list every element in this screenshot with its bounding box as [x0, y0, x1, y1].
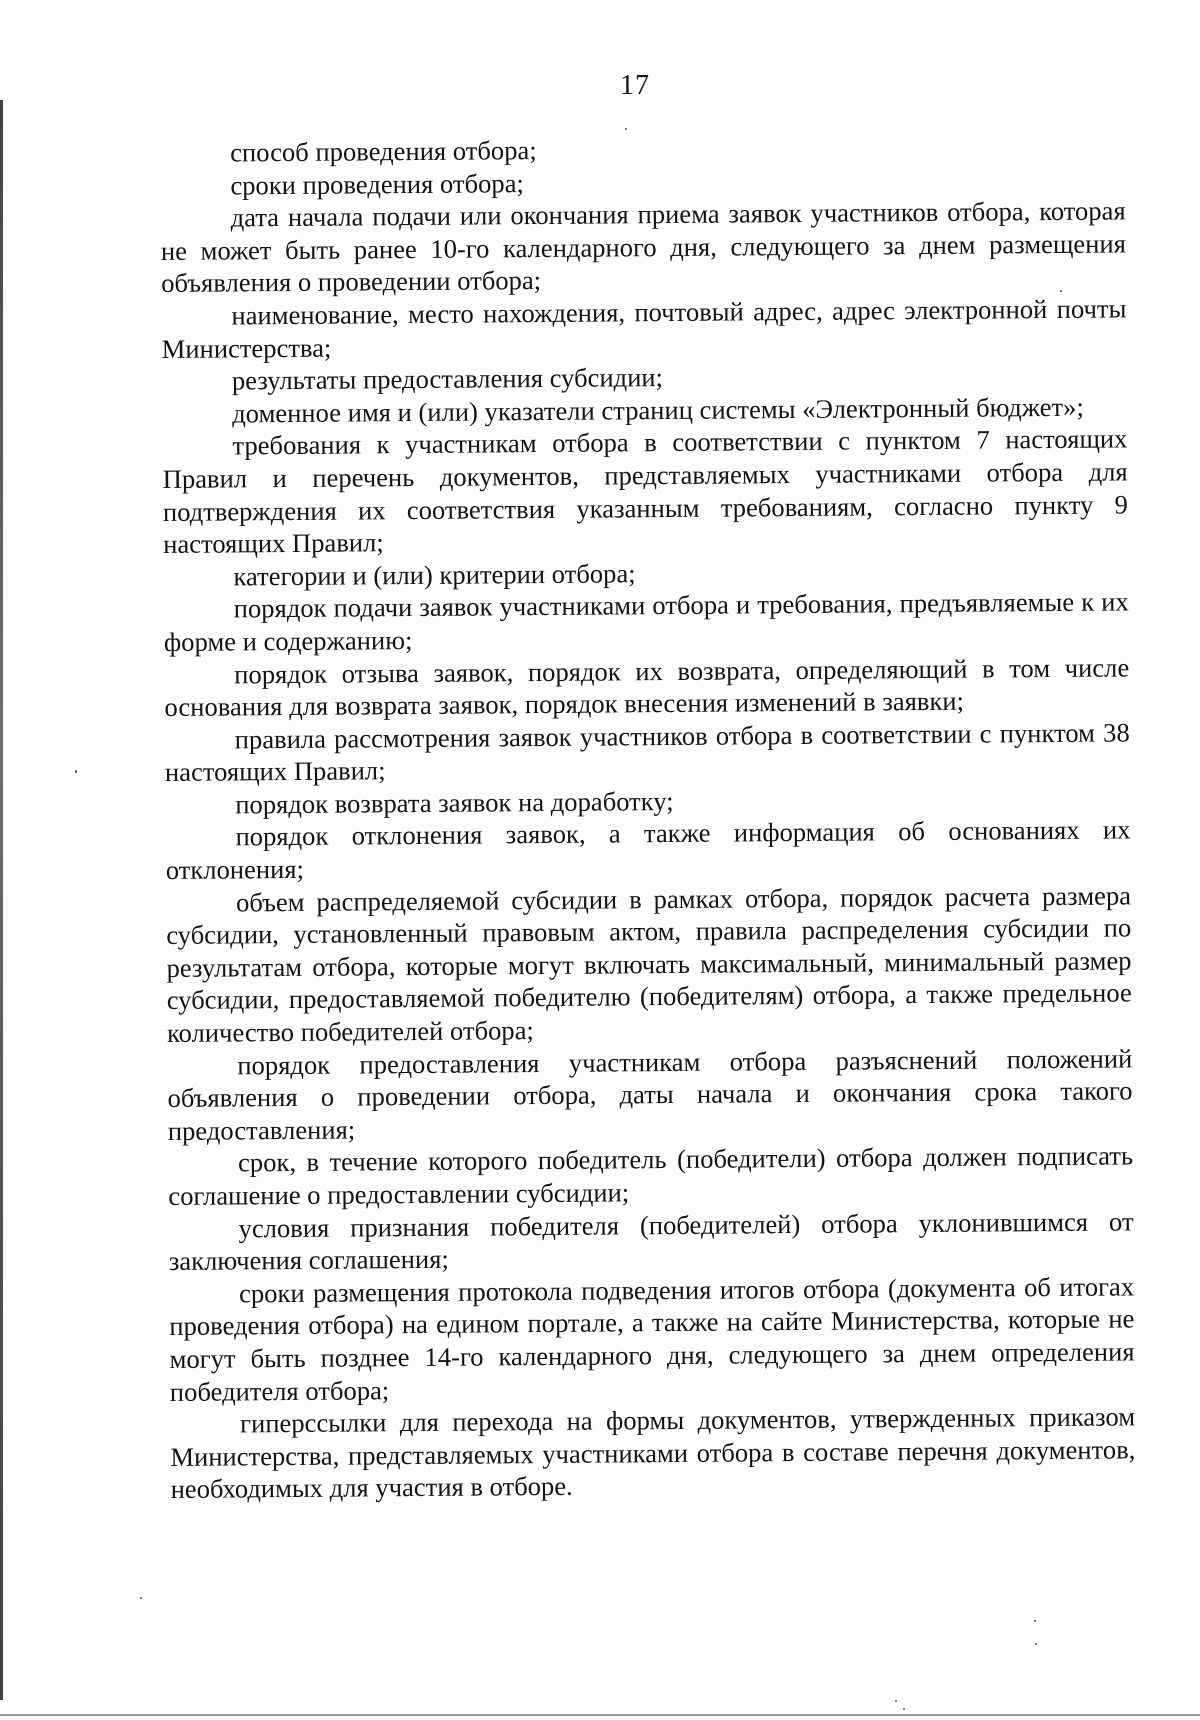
paragraph: способ проведения отбора;	[230, 135, 537, 168]
paragraph: условия признания победителя (победителей) отбора уклонившимся от заключения соглашения;	[168, 1205, 1134, 1277]
scan-bottom-edge	[0, 1714, 1200, 1716]
scan-speck	[903, 1708, 905, 1710]
paragraph: сроки размещения протокола подведения итогов отбора (документа об итогах проведения отбора) на едином портале, а также на сайте Министерства, которые не могут быть позднее 14-го календарного дня, следующего за днем определения победителя отбора;	[169, 1271, 1135, 1407]
paragraph: порядок подачи заявок участниками отбора и требования, предъявляемые к их форме и содержанию;	[163, 586, 1129, 657]
paragraph: сроки проведения отбора;	[230, 167, 524, 201]
scan-speck	[625, 128, 627, 130]
scan-speck	[140, 1597, 142, 1599]
paragraph: наименование, место нахождения, почтовый адрес, адрес электронной почты Министерства;	[161, 293, 1127, 364]
paragraph: объем распределяемой субсидии в рамках отбора, порядок расчета размера субсидии, установленный правовым актом, правила распределения субсидии по результатам отбора, которые могут включать максимальный, минимальный размер субсидии, предоставляемой победителю (победителям) отбора, а также предельное количество победителей отбора;	[166, 880, 1132, 1049]
paragraph: доменное имя и (или) указатели страниц системы «Электронный бюджет»;	[232, 391, 1084, 429]
paragraph: порядок возврата заявок на доработку;	[235, 785, 674, 820]
paragraph: срок, в течение которого победитель (победители) отбора должен подписать соглашение о предоставлении субсидии;	[168, 1140, 1134, 1211]
scan-speck	[1034, 1620, 1036, 1622]
paragraph: порядок отклонения заявок, а также информация об основаниях их отклонения;	[165, 814, 1131, 886]
paragraph: порядок отзыва заявок, порядок их возврата, определяющий в том числе основания для возврата заявок, порядок внесения изменений в заявки;	[164, 651, 1130, 723]
scan-speck	[1060, 290, 1062, 292]
paragraph: порядок предоставления участникам отбора разъяснений положений объявления о проведении отбора, даты начала и окончания срока такого предоставления;	[167, 1043, 1133, 1146]
scan-left-edge	[0, 100, 3, 1700]
paragraph: категории и (или) критерии отбора;	[233, 557, 636, 592]
document-body	[160, 129, 1136, 1505]
paragraph: дата начала подачи или окончания приема заявок участников отбора, которая не может быть ранее 10-го календарного дня, следующего за днем размещения объявления о проведении отбора;	[160, 195, 1126, 299]
scan-speck	[1035, 1643, 1037, 1645]
scan-speck	[75, 770, 77, 773]
paragraph: результаты предоставления субсидии;	[231, 362, 664, 396]
scan-speck	[895, 1700, 897, 1702]
paragraph: требования к участникам отбора в соответствии с пунктом 7 настоящих Правил и перечень документов, представляемых участниками отбора для подтверждения их соответствия указанным требованиям, согласно пункту 9 настоящих Правил;	[162, 423, 1129, 560]
page-number: 17	[620, 70, 650, 101]
paragraph: правила рассмотрения заявок участников отбора в соответствии с пунктом 38 настоящих Правил;	[164, 717, 1130, 788]
paragraph: гиперссылки для перехода на формы документов, утвержденных приказом Министерства, представляемых участниками отбора в составе перечня документов, необходимых для участия в отборе.	[170, 1401, 1136, 1505]
